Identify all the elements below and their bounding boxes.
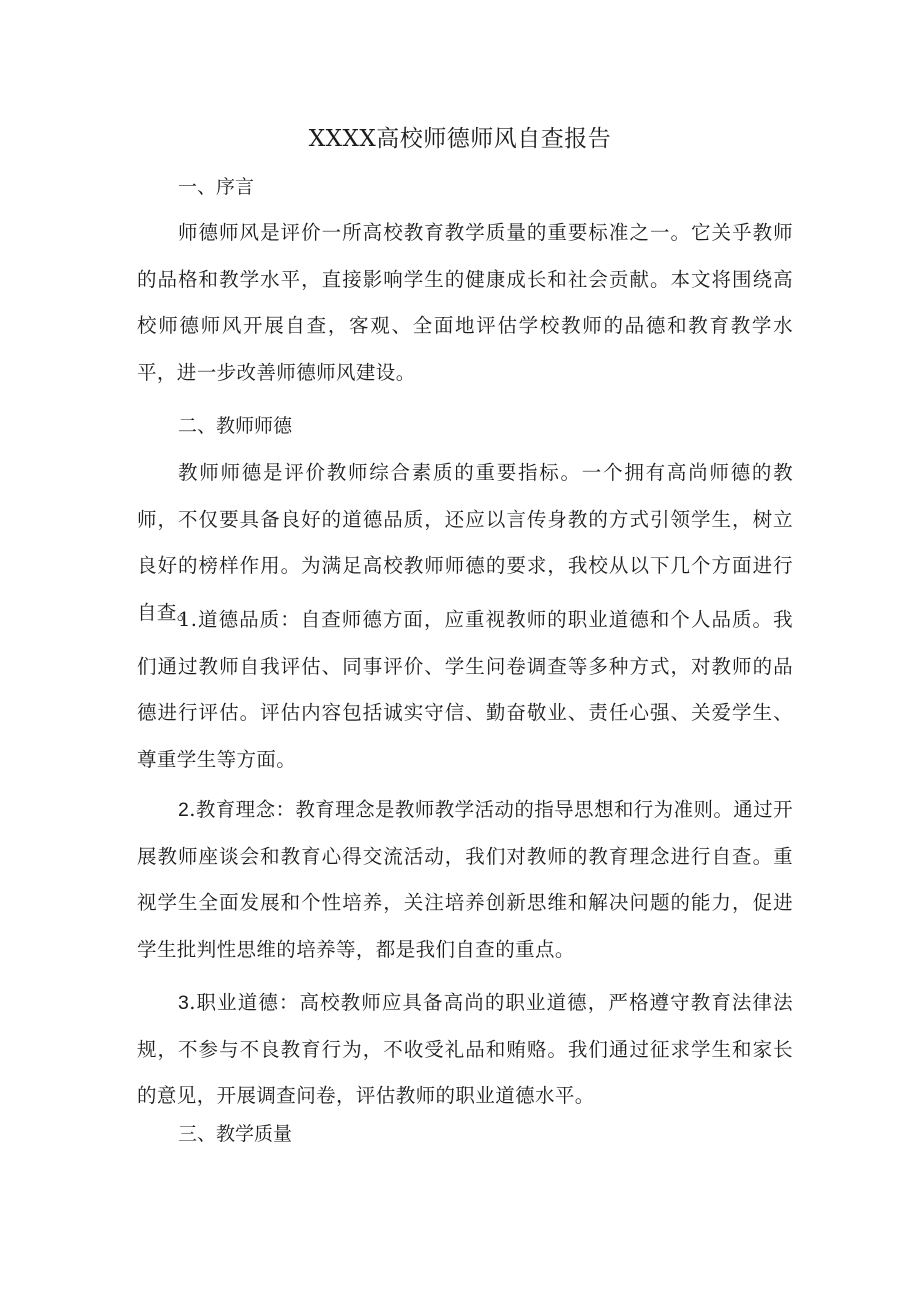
item-text: .职业道德：高校教师应具备高尚的职业道德，严格遵守教育法律法规，不参与不良教育行为，不收受礼品和贿赂。我们通过征求学生和家长的意见，开展调查问卷，评估教师的职业道德水平。: [137, 991, 793, 1107]
moral-quality-paragraph: 1.道德品质：自查师德方面，应重视教师的职业道德和个人品质。我们通过教师自我评估、同事评价、学生问卷调查等多种方式，对教师的品德进行评估。评估内容包括诚实守信、勤奋敬业、责任心强、关爱学生、尊重学生等方面。: [137, 608, 793, 771]
preface-paragraph: 师德师风是评价一所高校教育教学质量的重要标准之一。它关乎教师的品格和教学水平，直接影响学生的健康成长和社会贡献。本文将围绕高校师德师风开展自查，客观、全面地评估学校教师的品德和教育教学水平，进一步改善师德师风建设。: [137, 221, 793, 384]
item-number: 3: [178, 992, 190, 1014]
section-heading-teaching-quality: 三、教学质量: [178, 1123, 293, 1145]
education-philosophy-paragraph: [137, 787, 793, 973]
document-title: XXXX高校师德师风自查报告: [308, 126, 612, 152]
teacher-ethics-paragraph: 教师师德是评价教师综合素质的重要指标。一个拥有高尚师德的教师，不仅要具备良好的道德品质，还应以言传身教的方式引领学生，树立良好的榜样作用。为满足高校教师师德的要求，我校从以下几个方面进行自查。: [137, 461, 793, 624]
item-number: 2: [178, 799, 190, 821]
item-text: .教育理念：教育理念是教师教学活动的指导思想和行为准则。通过开展教师座谈会和教育心得交流活动，我们对教师的教育理念进行自查。重视学生全面发展和个性培养，关注培养创新思维和解决问题的能力，促进学生批判性思维的培养等，都是我们自查的重点。: [137, 798, 793, 961]
section-heading-preface: 一、序言: [178, 176, 255, 198]
professional-ethics-paragraph: [137, 980, 793, 1120]
section-heading-teacher-ethics: 二、教师师德: [178, 415, 293, 437]
